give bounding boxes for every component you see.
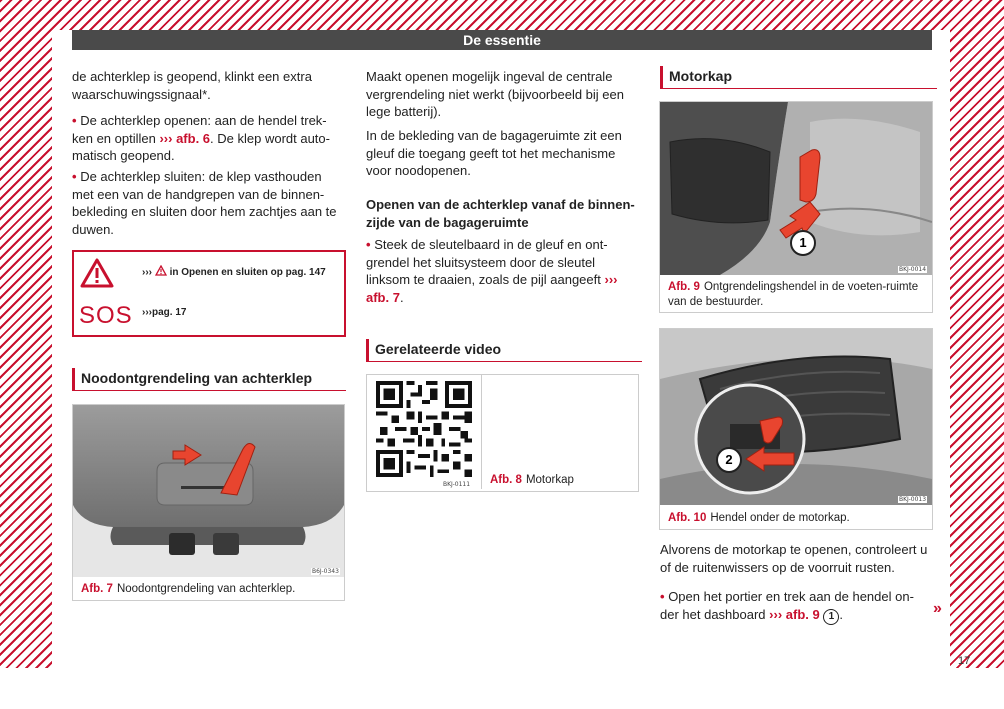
col2-subheading: Openen van de achterklep vanaf de binnen-zijde van de bagageruimte <box>366 197 635 230</box>
continue-arrow-icon: » <box>933 600 942 617</box>
figure-8-code: BKJ-0111 <box>443 481 471 488</box>
col2-paragraph-2: In de bekleding van de bagageruimte zit een gleuf die toegang geeft tot het mechanisme voor noodopenen. <box>366 128 622 178</box>
warning-small-icon <box>155 265 167 276</box>
section-gerelateerde-video: Gerelateerde video <box>366 339 642 362</box>
col3-bullet: • Open het portier en trek aan de hendel on-der het dashboard ››› afb. 9 1 . <box>660 588 930 625</box>
figure-9 <box>659 101 933 313</box>
col3-paragraph: Alvorens de motorkap te openen, controleert u of de ruitenwissers op de voorruit rusten. <box>660 542 928 575</box>
footer-band <box>0 668 1004 709</box>
figure-9-caption: Afb. 9 Ontgrendelingshendel in de voeten-ruimte van de bestuurder. <box>668 281 919 308</box>
intro-text: de achterklep is geopend, klinkt een extra waarschuwingssignaal*. <box>72 69 312 102</box>
ref-afb-7[interactable]: ››› afb. 7 <box>366 272 618 305</box>
callout-2-badge: 2 <box>716 447 742 473</box>
warning-link[interactable]: ››› in Openen en sluiten op pag. 147 <box>142 267 326 278</box>
bullet-close: • De achterklep sluiten: de klep vasthouden met een van de handgrepen van de binnen-bekleding en sluiten door hem zachtjes aan te duwen. <box>72 169 337 237</box>
figure-8 <box>366 374 639 492</box>
figure-8-caption: Afb. 8 Motorkap <box>490 474 574 486</box>
inline-badge-1: 1 <box>823 609 839 625</box>
qr-code-icon[interactable] <box>376 381 472 477</box>
warning-box <box>72 250 346 337</box>
section-noodontgrendeling: Noodontgrendeling van achterklep <box>72 368 346 391</box>
qr-frame <box>367 375 482 489</box>
figure-9-code: BKJ-0014 <box>899 266 927 273</box>
figure-10-code: BKJ-0013 <box>899 496 927 503</box>
figure-7-code: B6J-0343 <box>312 568 339 575</box>
warning-triangle-icon <box>80 258 114 288</box>
figure-10 <box>659 328 933 530</box>
trunk-lid-illustration <box>73 405 344 577</box>
ref-afb-9[interactable]: ››› afb. 9 <box>769 606 820 622</box>
hood-release-illustration <box>660 329 932 505</box>
figure-7 <box>72 404 345 601</box>
sos-link[interactable]: ›››pag. 17 <box>142 307 187 318</box>
page-header: De essentie <box>72 30 932 50</box>
figure-10-caption: Afb. 10 Hendel onder de motorkap. <box>668 512 850 524</box>
ref-afb-6[interactable]: ››› afb. 6 <box>159 130 211 146</box>
callout-1-badge: 1 <box>790 230 816 256</box>
figure-7-caption: Afb. 7 Noodontgrendeling van achterklep. <box>81 583 296 595</box>
section-motorkap: Motorkap <box>660 66 937 89</box>
bullet-open: • De achterklep openen: aan de hendel trek-ken en optillen ››› afb. 6. De klep wordt auto-matisch geopend. <box>72 113 330 163</box>
col2-bullet: • Steek de sleutelbaard in de gleuf en ont-grendel het sluitsysteem door de sleutel linksom te draaien, zoals de pijl aangeeft ››› afb. 7. <box>366 237 618 305</box>
col2-paragraph-1: Maakt openen mogelijk ingeval de centrale vergrendeling niet werkt (bijvoorbeeld bij een lege batterij). <box>366 69 624 119</box>
sos-label: SOS <box>79 302 133 329</box>
page-number: 17 <box>958 655 971 667</box>
